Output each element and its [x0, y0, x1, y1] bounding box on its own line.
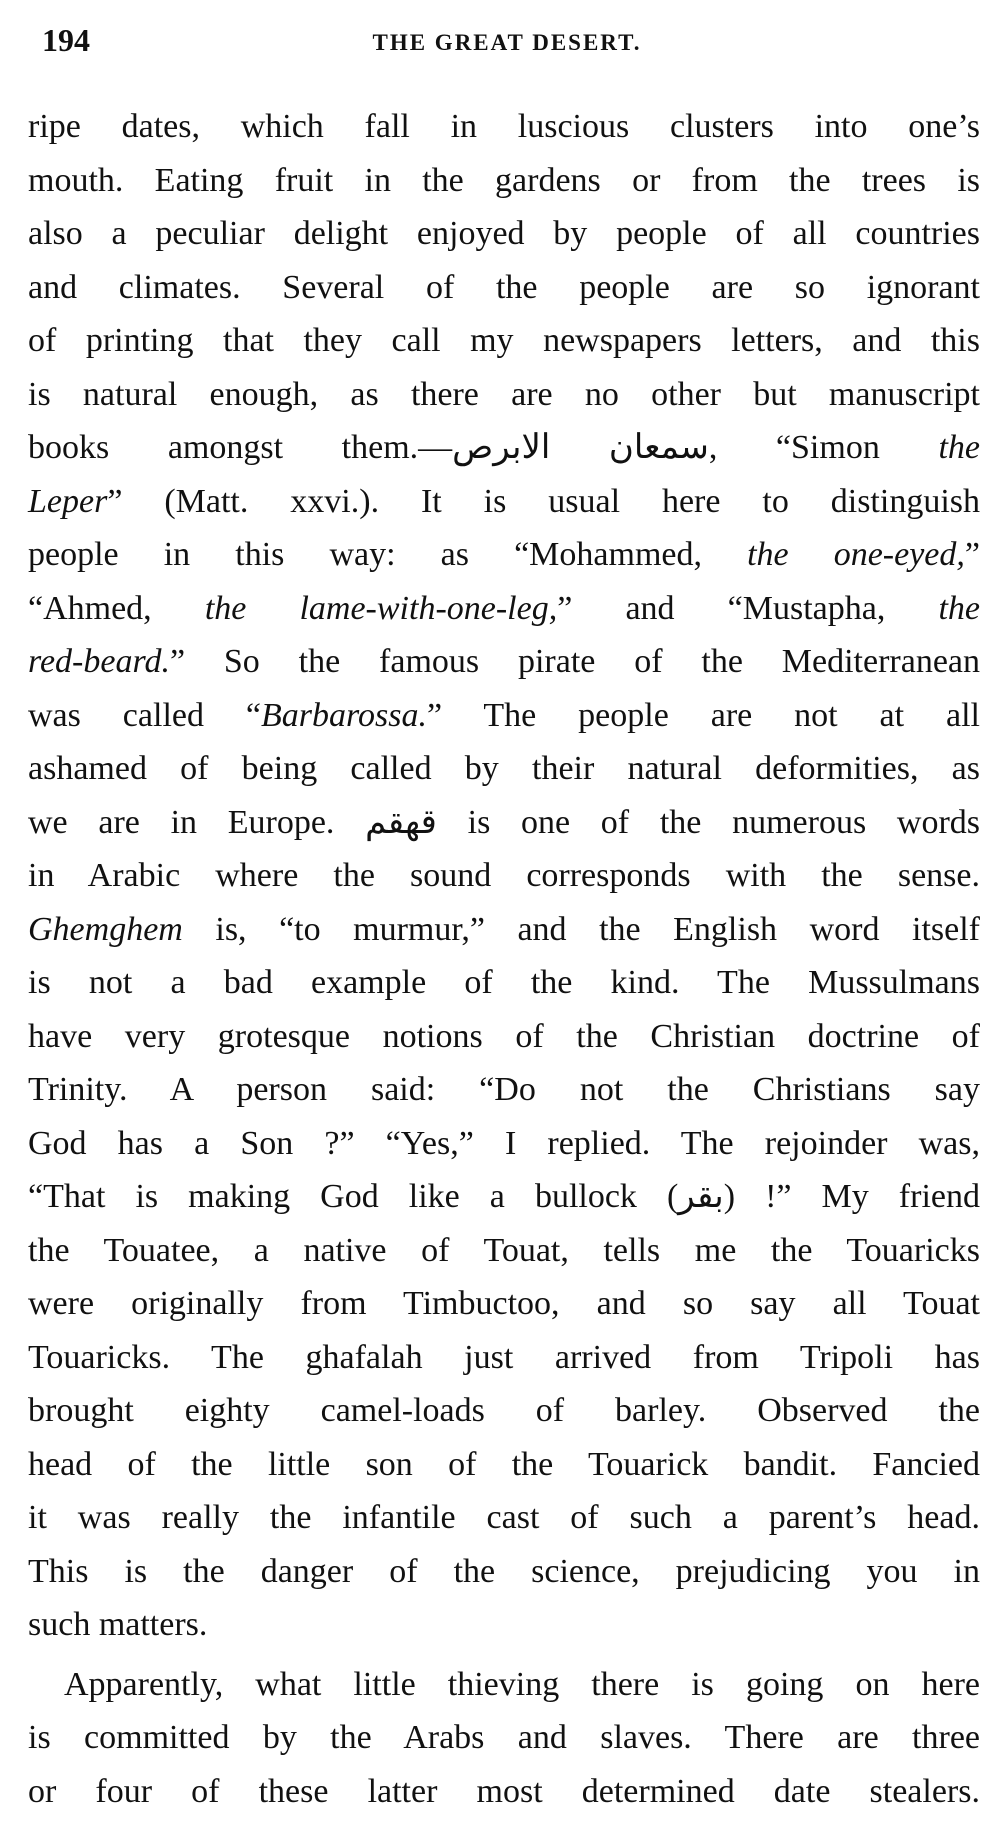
- text-segment: the Touatee, a native of Touat, tells me the Touaricks: [28, 1231, 980, 1269]
- text-segment: such matters.: [28, 1606, 208, 1643]
- text-segment: was called “: [28, 696, 262, 734]
- italic-text: the: [938, 589, 981, 627]
- text-segment: is not a bad example of the kind. The Mussulmans: [28, 964, 980, 1001]
- text-line: [28, 635, 980, 689]
- text-line: [28, 421, 980, 475]
- text-line: [28, 207, 980, 261]
- text-segment: or four of these latter most determined date stealers.: [28, 1772, 980, 1810]
- text-line: [28, 314, 980, 368]
- text-line: [28, 1658, 980, 1712]
- italic-text: Ghemghem: [28, 910, 183, 948]
- text-line: [28, 528, 980, 582]
- text-segment: ” So the famous pirate of the Mediterranean: [169, 643, 980, 680]
- text-segment: “Ahmed,: [28, 589, 205, 627]
- italic-text: the lame-with-one-leg,: [204, 589, 558, 627]
- text-line: [28, 154, 980, 208]
- text-line: [28, 261, 980, 315]
- text-segment: in Arabic where the sound corresponds with the sense.: [28, 857, 980, 894]
- text-segment: mouth. Eating fruit in the gardens or from the trees is: [28, 161, 980, 199]
- text-segment: ” The people are not at all: [426, 696, 981, 734]
- italic-text: Leper: [28, 482, 108, 520]
- text-line: [28, 1711, 980, 1765]
- italic-text: the: [938, 429, 980, 466]
- text-segment: ” (Matt. xxvi.). It is usual here to distinguish: [107, 482, 980, 520]
- text-segment: and climates. Several of the people are so ignorant: [28, 268, 980, 306]
- text-line: [28, 1117, 980, 1171]
- text-segment: brought eighty camel-loads of barley. Observed the: [28, 1392, 980, 1429]
- paragraph: [28, 100, 980, 1652]
- text-line: [28, 475, 980, 529]
- page-header: [42, 20, 972, 70]
- text-line: [28, 1277, 980, 1331]
- text-segment: head of the little son of the Touarick bandit. Fancied: [28, 1445, 980, 1483]
- text-segment: of printing that they call my newspapers letters, and this: [28, 322, 980, 359]
- italic-text: the one-eyed,: [747, 536, 965, 573]
- text-line: [28, 1170, 980, 1224]
- text-segment: it was really the infantile cast of such a parent’s head.: [28, 1499, 980, 1536]
- text-segment: were originally from Timbuctoo, and so say all Touat: [28, 1285, 980, 1322]
- paragraph: [28, 1658, 980, 1819]
- page-number: 194: [42, 22, 90, 58]
- body-text: [28, 100, 980, 1818]
- text-line: [28, 796, 980, 850]
- text-segment: Trinity. A person said: “Do not the Christians say: [28, 1071, 980, 1108]
- text-line: [28, 1765, 980, 1819]
- text-line: [28, 956, 980, 1010]
- text-line: [28, 1384, 980, 1438]
- text-line: [28, 1438, 980, 1492]
- text-segment: have very grotesque notions of the Christian doctrine of: [28, 1017, 980, 1055]
- text-segment: This is the danger of the science, prejudicing you in: [28, 1552, 980, 1590]
- text-segment: Touaricks. The ghafalah just arrived from Tripoli has: [28, 1338, 980, 1376]
- text-line: [28, 100, 980, 154]
- text-segment: ” and “Mustapha,: [557, 589, 939, 627]
- text-segment: ashamed of being called by their natural deformities, as: [28, 750, 980, 787]
- text-segment: also a peculiar delight enjoyed by people of all countries: [28, 215, 980, 252]
- text-line: [28, 1063, 980, 1117]
- text-line: [28, 1331, 980, 1385]
- text-line: [28, 1491, 980, 1545]
- text-line: [28, 1224, 980, 1278]
- italic-text: Barbarossa.: [261, 696, 427, 734]
- text-segment: God has a Son ?” “Yes,” I replied. The rejoinder was,: [28, 1124, 980, 1162]
- text-segment: “That is making God like a bullock (بقر) !” My friend: [28, 1178, 980, 1215]
- text-line: [28, 1010, 980, 1064]
- text-segment: ”: [964, 536, 980, 573]
- text-segment: is committed by the Arabs and slaves. There are three: [28, 1719, 980, 1756]
- text-line: [28, 689, 980, 743]
- text-line: [28, 582, 980, 636]
- text-line: [28, 368, 980, 422]
- text-line: [28, 1545, 980, 1599]
- text-segment: Apparently, what little thieving there is going on here: [64, 1665, 980, 1703]
- text-segment: is, “to murmur,” and the English word itself: [182, 910, 980, 948]
- text-line: [28, 742, 980, 796]
- text-segment: books amongst them.—سمعان الابرص, “Simon: [28, 429, 939, 466]
- running-head: THE GREAT DESERT.: [372, 30, 642, 55]
- italic-text: red-beard.: [28, 643, 170, 680]
- text-segment: is natural enough, as there are no other but manuscript: [28, 375, 980, 413]
- text-segment: we are in Europe. قهقم is one of the numerous words: [28, 803, 981, 841]
- text-segment: ripe dates, which fall in luscious clusters into one’s: [28, 108, 980, 145]
- text-segment: people in this way: as “Mohammed,: [28, 536, 748, 573]
- text-line: [28, 903, 980, 957]
- text-line: [28, 1598, 980, 1652]
- text-line: [28, 849, 980, 903]
